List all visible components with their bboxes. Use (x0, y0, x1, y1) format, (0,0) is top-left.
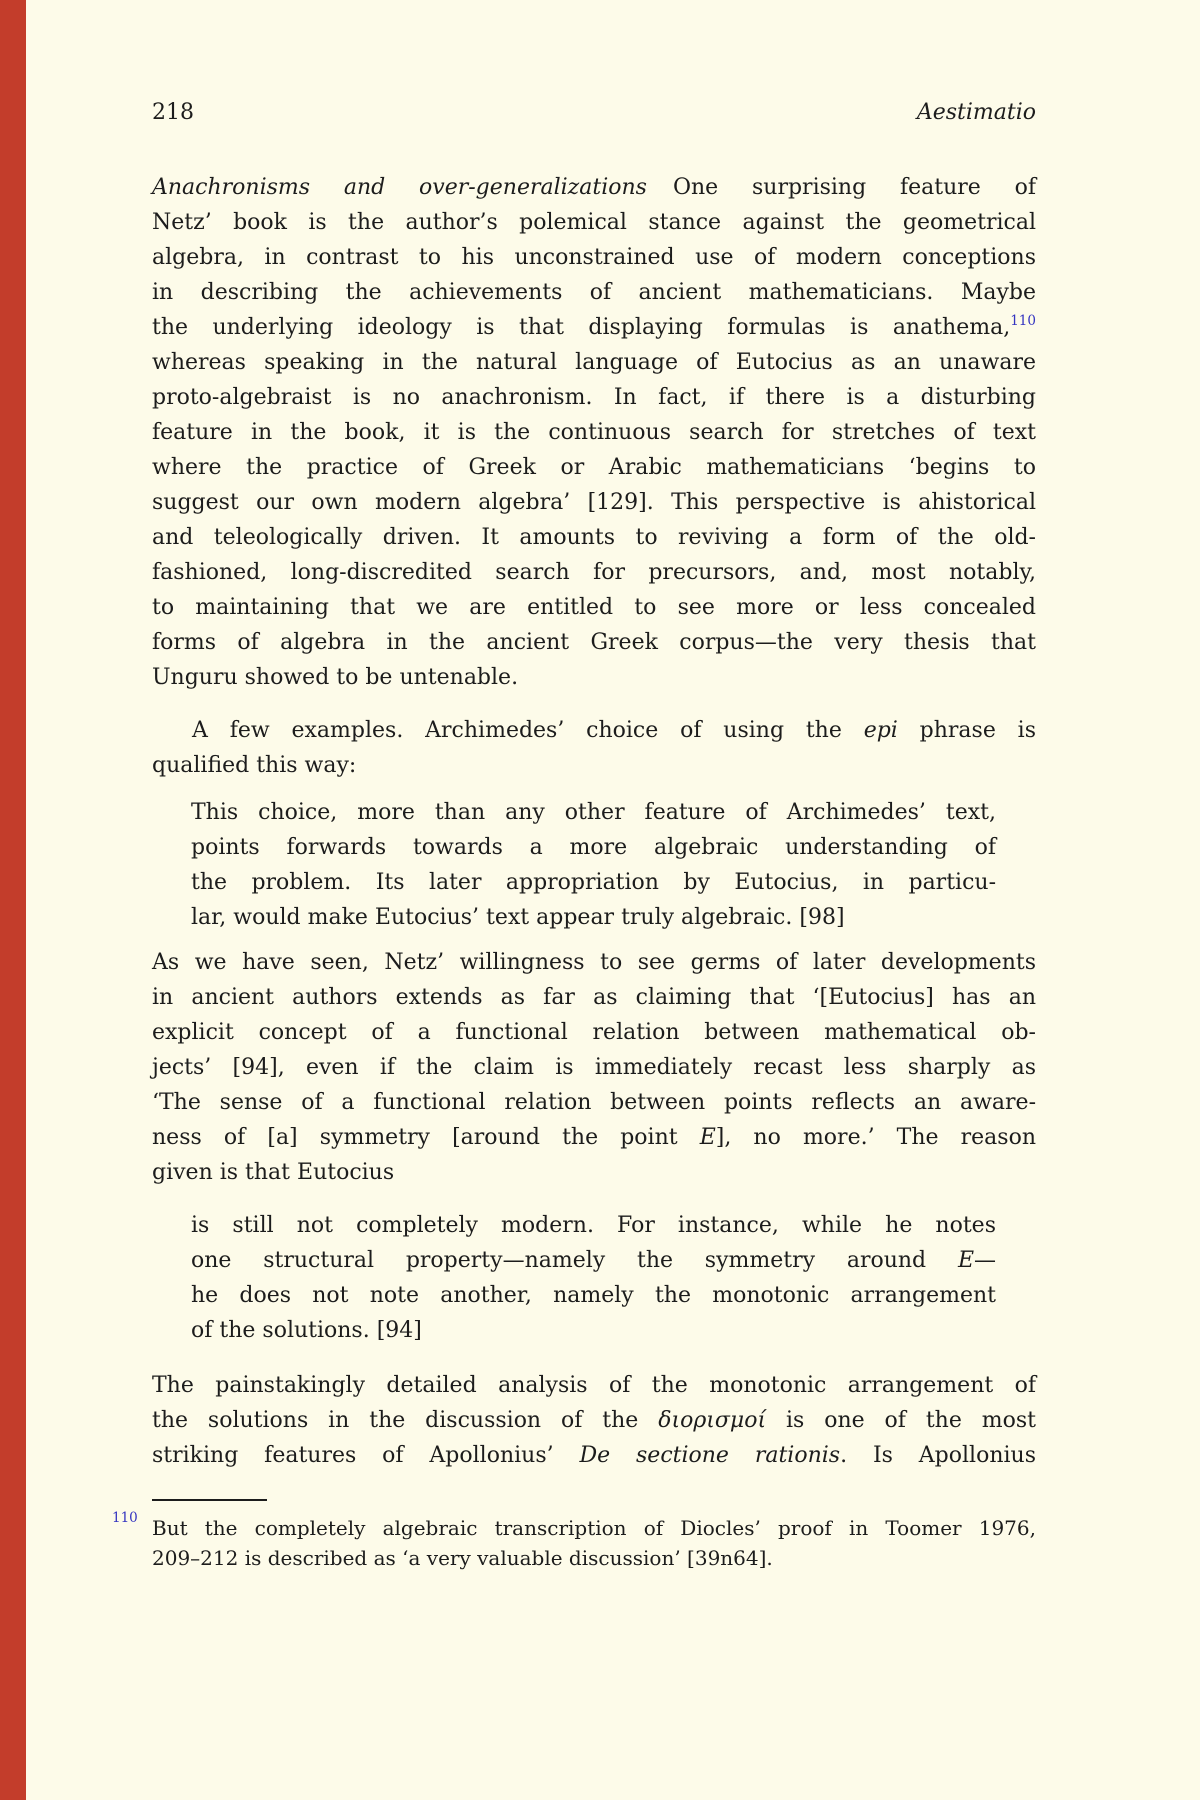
text-line (152, 748, 1036, 783)
text-run: algebra, in contrast to his unconstrained use of modern conceptions (152, 245, 1036, 270)
text-run: jects’ [94], even if the claim is immediately recast less sharply as (152, 1055, 1036, 1080)
text-line (152, 1403, 1036, 1438)
text-run: the underlying ideology is that displaying formulas is anathema, (152, 315, 1011, 340)
text-line (152, 380, 1036, 415)
page-edge-bar (0, 0, 26, 1800)
text-run: A few examples. Archimedes’ choice of using the (192, 718, 864, 743)
text-run: points forwards towards a more algebraic understanding of (191, 835, 996, 860)
text-line (152, 660, 1036, 695)
text-run: The painstakingly detailed analysis of the monotonic arrangement of (152, 1373, 1036, 1398)
text-line (152, 240, 1036, 275)
text-line (152, 170, 1036, 205)
text-line (191, 1313, 996, 1348)
text-line (152, 485, 1036, 520)
text-run: — (974, 1248, 996, 1273)
text-run: . Is Apollonius (840, 1443, 1036, 1468)
text-run: given is that Eutocius (152, 1160, 395, 1185)
text-line (152, 205, 1036, 240)
text-line (152, 1015, 1036, 1050)
text-line (152, 590, 1036, 625)
text-line (191, 795, 996, 830)
text-run: διορισμοί (658, 1408, 767, 1433)
text-run: lar, would make Eutocius’ text appear truly algebraic. [98] (191, 905, 845, 930)
text-run: phrase is (897, 718, 1036, 743)
text-run: of the solutions. [94] (191, 1318, 422, 1343)
text-run: feature in the book, it is the continuous search for stretches of text (152, 420, 1036, 445)
text-line (191, 830, 996, 865)
text-run: he does not note another, namely the monotonic arrangement (191, 1283, 996, 1308)
paragraph (152, 945, 1036, 1190)
text-line (152, 980, 1036, 1015)
text-run: suggest our own modern algebra’ [129]. This perspective is ahistorical (152, 490, 1036, 515)
text-run: qualified this way: (152, 753, 357, 778)
text-line (152, 945, 1036, 980)
text-run: where the practice of Greek or Arabic mathematicians ‘begins to (152, 455, 1036, 480)
text-run: to maintaining that we are entitled to see more or less concealed (152, 595, 1036, 620)
text-run: in describing the achievements of ancient mathematicians. Maybe (152, 280, 1036, 305)
text-column (112, 0, 1036, 1573)
text-run: is one of the most (766, 1408, 1036, 1433)
text-run: whereas speaking in the natural language of Eutocius as an unaware (152, 350, 1036, 375)
paragraph (152, 713, 1036, 783)
text-line (152, 450, 1036, 485)
text-line (152, 1368, 1036, 1403)
block-quote (191, 1208, 996, 1348)
text-run: ness of [a] symmetry [around the point (152, 1125, 700, 1150)
paragraph (152, 1368, 1036, 1473)
text-run: 209–212 is described as ‘a very valuable discussion’ [39n64]. (152, 1546, 773, 1570)
footnote-rule (152, 1499, 267, 1501)
text-run: proto-algebraist is no anachronism. In fact, if there is a disturbing (152, 385, 1036, 410)
paragraph (152, 170, 1036, 695)
text-run: But the completely algebraic transcription of Diocles’ proof in Toomer 1976, (152, 1516, 1036, 1540)
text-line (152, 1513, 1036, 1543)
text-line (152, 713, 1036, 748)
text-run: striking features of Apollonius’ (152, 1443, 580, 1468)
text-run: one structural property—namely the symmetry around (191, 1248, 958, 1273)
journal-title: Aestimatio (916, 100, 1036, 125)
text-line (191, 865, 996, 900)
text-run: E (957, 1248, 974, 1273)
footnote-marker[interactable]: 110 (112, 1510, 138, 1526)
review-body (152, 170, 1036, 1473)
text-run: This choice, more than any other feature of Archimedes’ text, (191, 800, 996, 825)
text-run: E (699, 1125, 716, 1150)
text-run: epi (863, 718, 898, 743)
text-run: ], no more.’ The reason (715, 1125, 1036, 1150)
text-run: in ancient authors extends as far as claiming that ‘[Eutocius] has an (152, 985, 1036, 1010)
text-line (152, 625, 1036, 660)
text-line (152, 1085, 1036, 1120)
text-run: the solutions in the discussion of the (152, 1408, 659, 1433)
text-run: Netz’ book is the author’s polemical stance against the geometrical (152, 210, 1036, 235)
page-number: 218 (152, 100, 194, 125)
text-line (191, 900, 996, 935)
text-line (152, 1155, 1036, 1190)
footnote (112, 1510, 1036, 1573)
text-run: ‘The sense of a functional relation between points reflects an aware- (152, 1090, 1036, 1115)
text-line (191, 1278, 996, 1313)
text-run: the problem. Its later appropriation by Eutocius, in particu- (191, 870, 996, 895)
text-run: Anachronisms and over-generalizations (152, 175, 647, 200)
text-run: Unguru showed to be untenable. (152, 665, 519, 690)
text-line (152, 555, 1036, 590)
text-line (152, 1438, 1036, 1473)
footnote-ref-110[interactable]: 110 (1010, 313, 1036, 329)
text-run: forms of algebra in the ancient Greek corpus—the very thesis that (152, 630, 1036, 655)
block-quote (191, 795, 996, 935)
text-line (152, 415, 1036, 450)
text-line (152, 275, 1036, 310)
text-run: and teleologically driven. It amounts to reviving a form of the old- (152, 525, 1036, 550)
text-line (152, 1120, 1036, 1155)
text-line (152, 345, 1036, 380)
text-run: One surprising feature of (672, 175, 1036, 200)
text-line (191, 1208, 996, 1243)
text-run: fashioned, long-discredited search for precursors, and, most notably, (152, 560, 1036, 585)
text-run: is still not completely modern. For instance, while he notes (191, 1213, 996, 1238)
text-line (191, 1243, 996, 1278)
text-line (152, 1050, 1036, 1085)
text-line (152, 520, 1036, 555)
footnote-text (152, 1513, 1036, 1573)
text-line (152, 1543, 1036, 1573)
text-run: explicit concept of a functional relation between mathematical ob- (152, 1020, 1036, 1045)
text-run: De sectione rationis (579, 1443, 841, 1468)
page-header (152, 99, 1036, 127)
text-run: As we have seen, Netz’ willingness to see germs of later developments (152, 950, 1036, 975)
text-line (152, 310, 1036, 345)
